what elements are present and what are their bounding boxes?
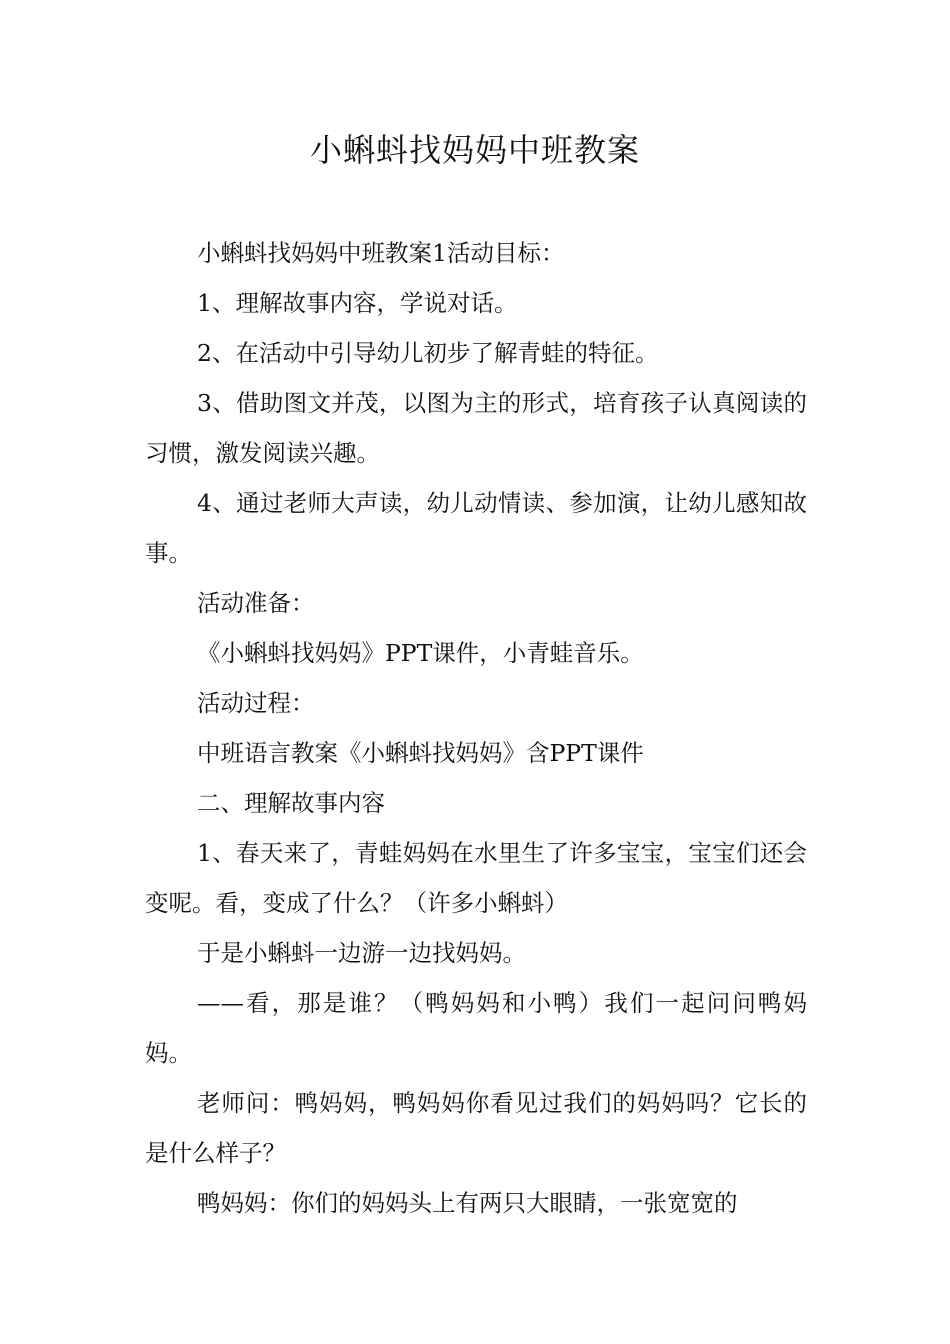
- paragraph: 中班语言教案《小蝌蚪找妈妈》含PPT课件: [197, 739, 644, 767]
- paragraph: 3、借助图文并茂，以图为主的形式，培育孩子认真阅读的习惯，激发阅读兴趣。: [145, 389, 807, 467]
- paragraph: 2、在活动中引导幼儿初步了解青蛙的特征。: [197, 339, 659, 367]
- paragraph: 活动过程：: [197, 689, 315, 717]
- paragraph: 小蝌蚪找妈妈中班教案1活动目标：: [197, 239, 565, 267]
- paragraph: ——看，那是谁？（鸭妈妈和小鸭）我们一起问问鸭妈妈。: [145, 989, 807, 1067]
- document-body: [145, 228, 807, 1228]
- paragraph: 《小蝌蚪找妈妈》PPT课件，小青蛙音乐。: [197, 639, 644, 667]
- paragraph: 于是小蝌蚪一边游一边找妈妈。: [197, 939, 526, 967]
- paragraph: 二、理解故事内容: [197, 789, 385, 817]
- document-title: 小蝌蚪找妈妈中班教案: [309, 131, 640, 169]
- paragraph: 1、春天来了，青蛙妈妈在水里生了许多宝宝，宝宝们还会变呢。看，变成了什么？（许多小蝌蚪）: [145, 839, 807, 917]
- paragraph: 4、通过老师大声读，幼儿动情读、参加演，让幼儿感知故事。: [145, 489, 807, 567]
- paragraph: 活动准备：: [197, 589, 315, 617]
- paragraph: 鸭妈妈：你们的妈妈头上有两只大眼睛，一张宽宽的: [197, 1189, 738, 1217]
- paragraph: 老师问：鸭妈妈，鸭妈妈你看见过我们的妈妈吗？它长的是什么样子？: [145, 1089, 807, 1167]
- paragraph: 1、理解故事内容，学说对话。: [197, 289, 518, 317]
